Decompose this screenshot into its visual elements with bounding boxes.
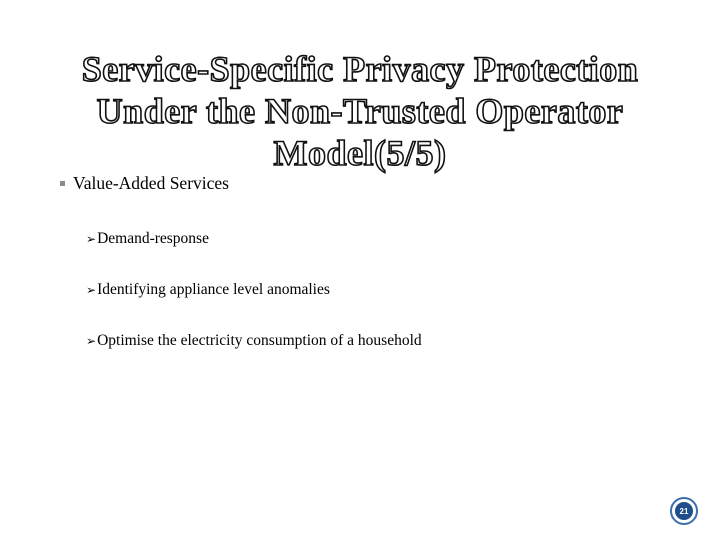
title-line-2: Under the Non-Trusted Operator <box>96 91 624 131</box>
bullet-text: Value-Added Services <box>73 172 229 193</box>
arrow-bullet-icon: ➢ <box>86 334 97 348</box>
sub-item-appliance-anomalies <box>86 279 330 301</box>
sub-item-text: Optimise the electricity consumption of a household <box>97 332 422 349</box>
arrow-bullet-icon: ➢ <box>86 283 97 297</box>
slide-title <box>60 48 660 174</box>
title-line-1: Service-Specific Privacy Protection <box>81 49 639 89</box>
square-bullet-icon <box>60 181 65 186</box>
sub-item-text: Identifying appliance level anomalies <box>97 281 330 298</box>
page-number: 21 <box>675 502 693 520</box>
sub-item-demand-response <box>86 228 209 250</box>
title-line-3: Model(5/5) <box>273 133 447 173</box>
page-number-badge <box>670 497 698 525</box>
sub-item-text: Demand-response <box>97 230 209 247</box>
sub-item-optimise-consumption <box>86 330 422 352</box>
arrow-bullet-icon: ➢ <box>86 232 97 246</box>
bullet-value-added-services <box>60 171 229 195</box>
